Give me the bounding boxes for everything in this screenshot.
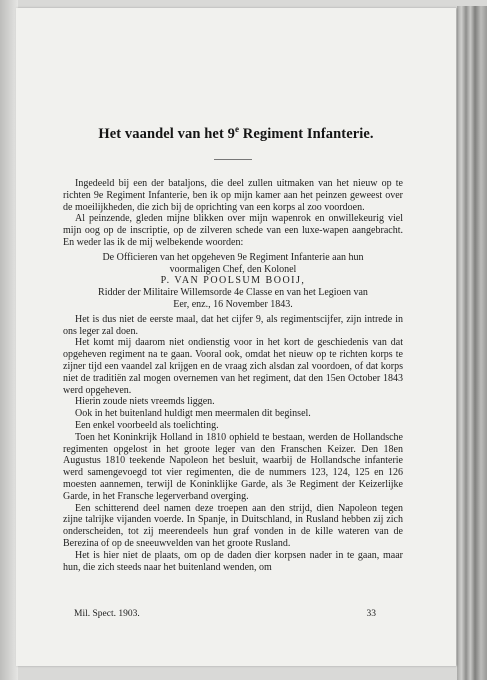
inscription-line: Eer, enz., 16 November 1843. — [173, 298, 293, 310]
paragraph: Het is hier niet de plaats, om op de daden dier korpsen nader in te gaan, maar hun, die zich steeds naar het buitenland wenden, om — [63, 549, 403, 573]
paragraph: Ook in het buitenland huldigt men meermalen dit beginsel. — [75, 408, 311, 420]
paragraph: Ingedeeld bij een der bataljons, die deel zullen uitmaken van het nieuw op te richten 9e Regiment Infanterie, ben ik op mijn kamer aan het peinzen geweest over de moeilijkheden, die zich bij de oprichting van een korps al zoo voordoen. — [63, 178, 403, 213]
paragraph: Hierin zoude niets vreemds liggen. — [75, 396, 215, 408]
page-footer — [74, 609, 376, 619]
paragraph: Al peinzende, gleden mijne blikken over mijn wapenrok en onwillekeurig viel mijn oog op de inscriptie, op de zilveren schede van een luxe-wapen aangebracht. En weder las ik de mij welbekende woorden: — [63, 213, 403, 248]
inscription-line: Ridder der Militaire Willemsorde 4e Classe en van het Legioen van — [98, 287, 368, 299]
article-body — [63, 178, 403, 573]
page-number: 33 — [366, 609, 376, 619]
paragraph: Het komt mij daarom niet ondienstig voor in het kort de geschiedenis van dat opgeheven regiment na te gaan. Vooral ook, omdat het nieuw op te richten korps te zijner tijd een vaandel zal krijgen en de vraag zich alsdan zal voordoen, of dat korps niet de traditiën zal mogen overnemen van het regiment, dat den 15en October 1843 werd opgeheven. — [63, 337, 403, 396]
paragraph: Een enkel voorbeeld als toelichting. — [75, 419, 219, 431]
paragraph: Een schitterend deel namen deze troepen aan den strijd, dien Napoleon tegen zijne talrijke vijanden voerde. In Spanje, in Duitschland, in Rusland hebben zij zich onderscheiden, tot zij meerendeels hun graf vonden in de kille wateren van de Berezina of op de sneeuwvelden van het groote Rusland. — [63, 502, 403, 549]
inscription-name: P. VAN POOLSUM BOOIJ, — [160, 275, 306, 287]
inscription-line: voormaligen Chef, den Kolonel — [169, 263, 297, 275]
journal-citation: Mil. Spect. 1903. — [74, 609, 140, 619]
article-title: Het vaandel van het 9e Regiment Infanterie. — [98, 124, 374, 142]
title-divider — [214, 159, 252, 160]
paragraph: Toen het Koninkrijk Holland in 1810 ophield te bestaan, werden de Hollandsche regimenten opgelost in het groote leger van den Franschen Keizer. Den 18en Augustus 1810 teekende Napoleon het besluit, waarbij de Hollandsche infanterie werd samengevoegd tot vier regimenten, die de nummers 123, 124, 125 en 126 moesten aannemen, terwijl de Koninklijke Garde, als 3e Regiment der Keizerlijke Garde, in het Fransche legerverband overging. — [63, 431, 403, 502]
book-page — [16, 8, 456, 666]
inscription-line: De Officieren van het opgeheven 9e Regiment Infanterie aan hun — [102, 251, 364, 263]
paragraph: Het is dus niet de eerste maal, dat het cijfer 9, als regimentscijfer, zijn intrede in ons leger zal doen. — [63, 313, 403, 337]
book-page-edges — [457, 6, 487, 680]
